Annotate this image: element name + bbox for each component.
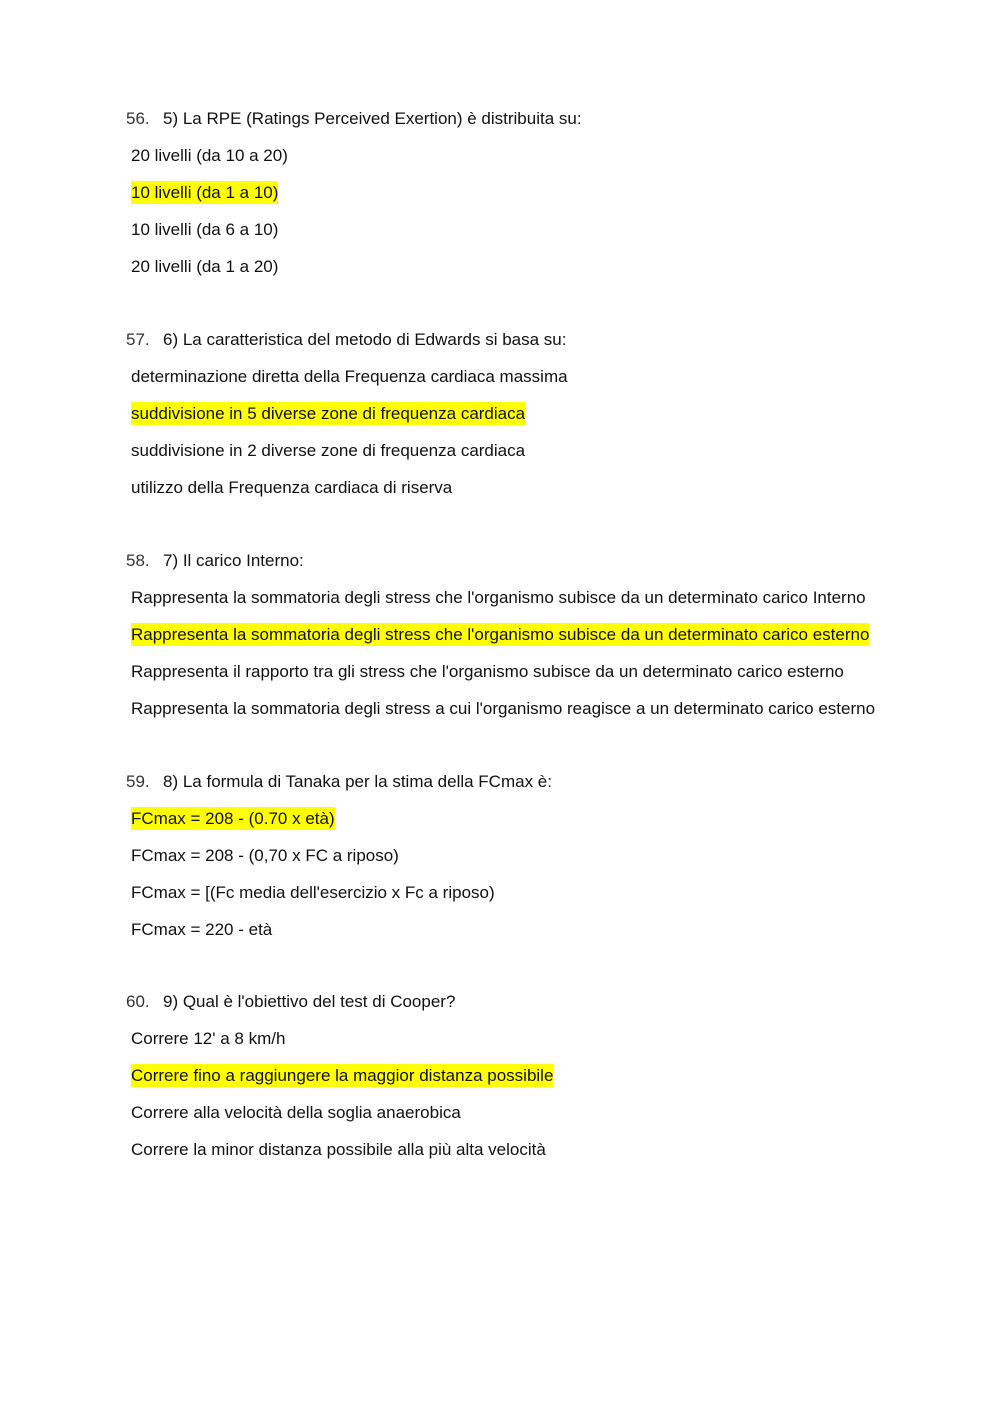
question-text: 9) Qual è l'obiettivo del test di Cooper? bbox=[163, 992, 456, 1011]
answer-option: suddivisione in 2 diverse zone di frequenza cardiaca bbox=[131, 441, 526, 460]
question-number: 60. bbox=[126, 992, 150, 1011]
question-number: 57. bbox=[126, 330, 150, 349]
question-text: 7) Il carico Interno: bbox=[163, 551, 304, 570]
question-number: 58. bbox=[126, 551, 150, 570]
question-text: 5) La RPE (Ratings Perceived Exertion) è distribuita su: bbox=[163, 109, 582, 128]
question-56 bbox=[126, 100, 582, 285]
question-59 bbox=[126, 763, 552, 948]
question-58 bbox=[126, 542, 875, 727]
answer-option: 20 livelli (da 1 a 20) bbox=[131, 257, 279, 276]
question-number: 59. bbox=[126, 772, 150, 791]
question-header bbox=[126, 763, 552, 800]
answer-option-correct: Correre fino a raggiungere la maggior distanza possibile bbox=[131, 1066, 554, 1085]
answer-option-correct: 10 livelli (da 1 a 10) bbox=[131, 183, 279, 202]
answer-option: Rappresenta la sommatoria degli stress a cui l'organismo reagisce a un determinato carico esterno bbox=[131, 699, 876, 718]
question-header bbox=[126, 321, 568, 358]
answer-option: utilizzo della Frequenza cardiaca di riserva bbox=[131, 478, 453, 497]
question-60 bbox=[126, 983, 553, 1168]
answer-option-correct: suddivisione in 5 diverse zone di frequenza cardiaca bbox=[131, 404, 526, 423]
answer-option-correct: Rappresenta la sommatoria degli stress che l'organismo subisce da un determinato carico esterno bbox=[131, 625, 870, 644]
question-header bbox=[126, 100, 582, 137]
answer-option: Rappresenta la sommatoria degli stress che l'organismo subisce da un determinato carico Interno bbox=[131, 588, 866, 607]
question-header bbox=[126, 542, 875, 579]
question-57 bbox=[126, 321, 568, 506]
answer-option-correct: FCmax = 208 - (0.70 x età) bbox=[131, 809, 335, 828]
answer-option: FCmax = 220 - età bbox=[131, 920, 273, 939]
answer-option: 10 livelli (da 6 a 10) bbox=[131, 220, 279, 239]
question-number: 56. bbox=[126, 109, 150, 128]
answer-option: Correre 12' a 8 km/h bbox=[131, 1029, 286, 1048]
question-header bbox=[126, 983, 553, 1020]
answer-option: Rappresenta il rapporto tra gli stress che l'organismo subisce da un determinato carico esterno bbox=[131, 662, 844, 681]
answer-option: Correre alla velocità della soglia anaerobica bbox=[131, 1103, 461, 1122]
answer-option: FCmax = [(Fc media dell'esercizio x Fc a riposo) bbox=[131, 883, 495, 902]
answer-option: FCmax = 208 - (0,70 x FC a riposo) bbox=[131, 846, 399, 865]
question-text: 6) La caratteristica del metodo di Edwards si basa su: bbox=[163, 330, 567, 349]
answer-option: 20 livelli (da 10 a 20) bbox=[131, 146, 288, 165]
answer-option: Correre la minor distanza possibile alla più alta velocità bbox=[131, 1140, 546, 1159]
answer-option: determinazione diretta della Frequenza cardiaca massima bbox=[131, 367, 568, 386]
question-text: 8) La formula di Tanaka per la stima della FCmax è: bbox=[163, 772, 552, 791]
